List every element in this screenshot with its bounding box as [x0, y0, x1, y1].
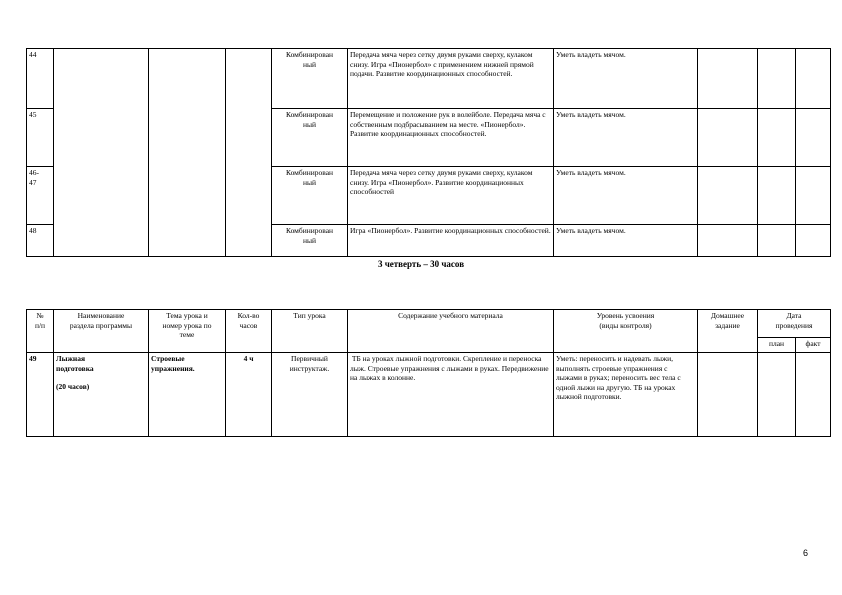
lesson-table-top	[26, 48, 831, 257]
homework-cell	[698, 109, 758, 167]
plan-date-cell	[758, 353, 796, 437]
lesson-type: Комбинирован ный	[272, 225, 348, 257]
lesson-type: Комбинирован ный	[272, 109, 348, 167]
header-fact: факт	[796, 338, 831, 353]
plan-date-cell	[758, 109, 796, 167]
lesson-content: ТБ на уроках лыжной подготовки. Скрепление и переноска лыж. Строевые упражнения с лыжами в руках. Передвижение на лыжах в колонне.	[348, 353, 554, 437]
lesson-content: Передача мяча через сетку двумя руками сверху, кулаком снизу. Игра «Пионербол» с применением нижней прямой подачи. Развитие координационных способностей.	[348, 49, 554, 109]
homework-cell	[698, 167, 758, 225]
header-plan: план	[758, 338, 796, 353]
homework-cell	[698, 49, 758, 109]
fact-date-cell	[796, 225, 831, 257]
fact-date-cell	[796, 167, 831, 225]
lesson-content: Игра «Пионербол». Развитие координационных способностей.	[348, 225, 554, 257]
homework-cell	[698, 353, 758, 437]
mastery-level: Уметь владеть мячом.	[554, 109, 698, 167]
lesson-number: 44	[27, 49, 54, 109]
header-section: Наименование раздела программы	[54, 310, 149, 353]
plan-date-cell	[758, 225, 796, 257]
hours-cell: 4 ч	[226, 353, 272, 437]
lesson-type: Комбинирован ный	[272, 167, 348, 225]
plan-date-cell	[758, 49, 796, 109]
section-cell	[54, 49, 149, 257]
table-row	[27, 353, 831, 437]
lesson-table-bottom	[26, 309, 831, 437]
header-level: Уровень усвоения (виды контроля)	[554, 310, 698, 353]
table-header-row	[27, 310, 831, 338]
lesson-type: Комбинирован ный	[272, 49, 348, 109]
header-date: Дата проведения	[758, 310, 831, 338]
quarter-heading: 3 четверть – 30 часов	[377, 259, 465, 269]
hours-cell	[226, 49, 272, 257]
homework-cell	[698, 225, 758, 257]
fact-date-cell	[796, 353, 831, 437]
lesson-content: Перемещение и положение рук в волейболе. Передача мяча с собственным подбрасыванием на месте. «Пионербол». Развитие координационных способностей.	[348, 109, 554, 167]
header-number: № п/п	[27, 310, 54, 353]
page-number: 6	[803, 548, 809, 558]
plan-date-cell	[758, 167, 796, 225]
fact-date-cell	[796, 109, 831, 167]
header-topic: Тема урока и номер урока по теме	[149, 310, 226, 353]
topic-cell: Строевые упражнения.	[149, 353, 226, 437]
topic-cell	[149, 49, 226, 257]
section-cell	[54, 353, 149, 437]
lesson-number: 45	[27, 109, 54, 167]
header-content: Содержание учебного материала	[348, 310, 554, 353]
mastery-level: Уметь владеть мячом.	[554, 225, 698, 257]
lesson-type: Первичный инструктаж.	[272, 353, 348, 437]
lesson-number: 49	[27, 353, 54, 437]
mastery-level: Уметь: переносить и надевать лыжи, выполнять строевые упражнения с лыжами в руках; переносить вес тела с одной лыжи на другую. ТБ на уроках лыжной подготовки.	[554, 353, 698, 437]
section-name: Лыжная подготовка	[56, 354, 94, 373]
lesson-number: 48	[27, 225, 54, 257]
section-hours: (20 часов)	[56, 382, 90, 392]
mastery-level: Уметь владеть мячом.	[554, 167, 698, 225]
lesson-content: Передача мяча через сетку двумя руками сверху, кулаком снизу. Игра «Пионербол». Развитие координационных способностей	[348, 167, 554, 225]
header-homework: Домашнее задание	[698, 310, 758, 353]
fact-date-cell	[796, 49, 831, 109]
header-lesson-type: Тип урока	[272, 310, 348, 353]
table-row	[27, 49, 831, 109]
lesson-number: 46- 47	[27, 167, 54, 225]
header-hours: Кол-во часов	[226, 310, 272, 353]
mastery-level: Уметь владеть мячом.	[554, 49, 698, 109]
